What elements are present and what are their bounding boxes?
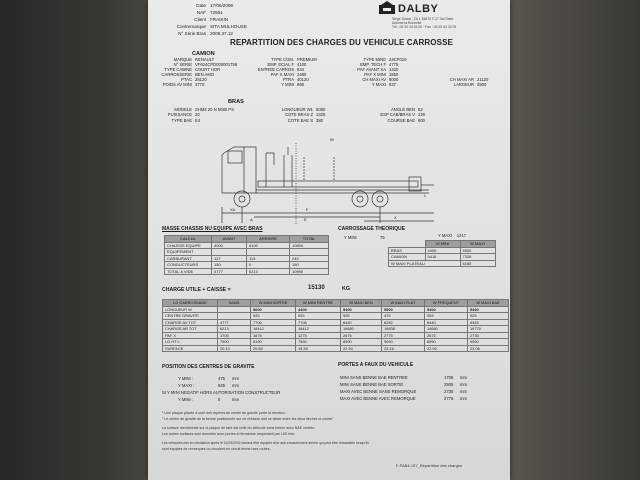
kv-label: ANGLE BEN [391, 107, 415, 112]
dim-a-label: A [250, 217, 253, 222]
cab-window [228, 151, 242, 163]
table-cell: 113 [247, 255, 290, 262]
kv-value: 1705 [444, 375, 454, 380]
note-line: Les autres surfaces sont données avec portes et fermeture respectant par 120 mm. [162, 432, 295, 436]
table-cell: EQUIPEMENT [165, 249, 212, 256]
table-cell: 240 [290, 255, 329, 262]
table-cell: 7706 [251, 319, 296, 326]
kv-value: 52 [418, 107, 423, 112]
meta-value: SITA MULHOUSE [210, 24, 247, 29]
table-cell: 9090 [382, 339, 425, 346]
table-cell: CHARGE AR TOT [163, 326, 218, 333]
kv-label: PTAC [181, 77, 192, 82]
masse-table [164, 235, 329, 275]
table-cell: CONDUCTEURS [165, 262, 212, 269]
kv-label: MINI SANS BENNE BAE SORTIE [340, 382, 404, 387]
kv-label: MARQUE [173, 57, 192, 62]
kv-row [148, 112, 268, 117]
table-cell: SURFACE [163, 345, 218, 352]
gravite-row [178, 382, 280, 389]
carrossage-table [388, 240, 496, 267]
table-cell: 1275 [296, 332, 341, 339]
table-cell: 925 [296, 313, 341, 320]
camion-col1 [148, 57, 248, 87]
kv-value: 226 [418, 112, 425, 117]
kv-label: Y MAXI [371, 82, 386, 87]
table-header-cell: W MINI [425, 241, 460, 248]
kv-label: TYPE BAE [171, 118, 192, 123]
gravite-row [178, 396, 280, 403]
kv-label: MAXI AVEC BENNE AVEC REMORQUE [340, 396, 416, 401]
table-header-cell: W FREQUENT [425, 300, 468, 307]
table-header-cell: LG CARROSSAGE [163, 300, 218, 307]
logo-name: DALBY [398, 3, 439, 15]
table-cell: 7590 [296, 339, 341, 346]
portes-row [340, 388, 467, 395]
kv-value: 8000 [389, 77, 399, 82]
kv-value: 2480 [297, 72, 307, 77]
table-header-cell: W MAXI BAE [468, 300, 509, 307]
logo-emblem-icon [378, 1, 398, 17]
table-cell: 6185 [460, 260, 495, 267]
kv-value: COURT HOR [195, 67, 221, 72]
kv-value: 4775 [389, 62, 399, 67]
table-row [389, 260, 496, 267]
portes-list [340, 374, 467, 402]
camion-col4 [430, 57, 510, 87]
kv-label: COTE BAE S [287, 118, 313, 123]
kv-label: PUISSANCE [167, 112, 192, 117]
kv-label: PAF X MINI [364, 72, 386, 77]
kv-value: 1850 [389, 72, 399, 77]
kv-label: TYPE CABINE [164, 67, 192, 72]
table-cell: 5460 [468, 306, 509, 313]
kv-value: RENAULT [195, 57, 215, 62]
meta-client [148, 17, 228, 22]
table-header-cell: SANS [218, 300, 251, 307]
table-cell: 2775 [382, 332, 425, 339]
table-cell: 4777 [212, 268, 247, 275]
dim-xa-label: XA [230, 207, 236, 212]
table-cell: 19838 [382, 326, 425, 333]
table-cell: 6440 [425, 319, 468, 326]
note-line: * Une plaque placée à coté des repères de centre de gravité porte la mention : [162, 411, 287, 415]
bras-col1 [148, 107, 268, 123]
table-cell: 23.06 [468, 345, 509, 352]
dim-x-label: X [394, 215, 397, 220]
gravite-row [178, 375, 280, 382]
kv-value: 26120 [195, 77, 207, 82]
kv-label: LONGUEUR W1 [281, 107, 313, 112]
table-cell: 20.10 [218, 345, 251, 352]
kv-value: 668 [297, 82, 304, 87]
kv-label: COURSE BAE [387, 118, 415, 123]
kv-value: 925 [218, 383, 225, 388]
kv-label: EMP. ECIAL F [267, 62, 294, 67]
table-cell: 6282 [382, 319, 425, 326]
kv-row [263, 112, 363, 117]
kv-value: 937 [389, 82, 396, 87]
bras-col3 [363, 107, 463, 123]
wheel-rear-1 [352, 191, 368, 207]
kv-row [363, 112, 463, 117]
kv-value: 3770 [195, 82, 205, 87]
meta-label: N° Série Bras [178, 31, 206, 36]
table-header-cell: W MAXI [460, 241, 495, 248]
kv-value: 380 [316, 118, 323, 123]
kv-value: 21120 [477, 77, 489, 82]
page-title: REPARTITION DES CHARGES DU VEHICULE CARROSSE [230, 38, 453, 47]
table-cell: 1875 [251, 332, 296, 339]
table-cell: 127 [212, 255, 247, 262]
truck-cab [222, 147, 256, 193]
table-row [163, 345, 509, 352]
table-cell: 5400 [341, 306, 382, 313]
gravite-title: POSITION DES CENTRES DE GRAVITE [162, 364, 255, 370]
portes-row [340, 381, 467, 388]
kv-label: MAXI AVEC BENNE SANS REMORQUE [340, 389, 417, 394]
kv-label: LARGEUR [453, 82, 474, 87]
hook-arm [266, 153, 274, 187]
kv-value: 475 [218, 376, 225, 381]
table-cell: 150 [212, 262, 247, 269]
dim-f-label: F [306, 207, 309, 212]
camion-heading: CAMION [192, 51, 215, 57]
table-cell: 8190 [251, 339, 296, 346]
kv-label: Y MAXI : [178, 383, 195, 388]
charge-utile-unit: KG [342, 286, 351, 292]
kv-label: Y MINI : [178, 376, 194, 381]
kv-value: 75 [380, 235, 385, 240]
kv-value: PREMIUM [297, 57, 317, 62]
meta-label: Date [196, 3, 206, 8]
carrossage-ymaxi [438, 233, 466, 238]
kv-row [148, 82, 248, 87]
table-cell: 10990 [290, 268, 329, 275]
note-line: La surface mentionnée sur la plaque de tare est celle du véhicule sans benne avec BAE rentrée. [162, 426, 316, 430]
kv-row [363, 118, 463, 123]
kv-label: Y MAXI [438, 233, 453, 238]
carrossage-title: CARROSSAGE THEORIQUE [338, 226, 405, 232]
table-cell: 19680 [425, 326, 468, 333]
note-line: " Le centre de gravité de la benne positionnée sur ce véhicule doit se situer entre les deux flèches ci-contre" [162, 417, 334, 421]
background-left [0, 0, 150, 480]
table-cell: PAF X [163, 332, 218, 339]
kv-value: 20 [195, 112, 200, 117]
table-header-cell: W MINI RENTRE [296, 300, 341, 307]
kv-unit: mm [460, 389, 467, 394]
kv-label: COTE BRAS Z [285, 112, 313, 117]
kv-label: Y MINI [344, 235, 357, 240]
table-cell: W MAXI PLATEAU [389, 260, 461, 267]
table-cell: 6440 [341, 319, 382, 326]
table-cell: CARBURANT [165, 255, 212, 262]
dim-l-label: L [424, 193, 427, 198]
table-cell: 5418 [425, 254, 460, 261]
table-cell: 925 [468, 313, 509, 320]
document-sheet [148, 0, 510, 480]
table-header-cell: W MAXI PLAT [382, 300, 425, 307]
table-cell: 1705 [218, 332, 251, 339]
kv-value: 2775 [444, 396, 454, 401]
logo-address [392, 17, 462, 29]
meta-value: 72551 [210, 10, 223, 15]
table-cell: TOTAL A VIDE [165, 268, 212, 275]
dim-w-label: W [330, 137, 334, 142]
kv-label: TYPE COM. [270, 57, 294, 62]
truck-diagram [214, 135, 454, 225]
kv-label: PTRA [282, 77, 294, 82]
table-cell: 7900 [218, 339, 251, 346]
table-cell: 6213 [218, 326, 251, 333]
table-cell: 4400 [425, 247, 460, 254]
kv-value: 5080 [316, 107, 326, 112]
meta-date [148, 3, 233, 8]
table-cell: CENTRE GRAVITE [163, 313, 218, 320]
charge-utile-value: 15130 [308, 285, 325, 291]
wheel-rear-2 [372, 191, 388, 207]
meta-label: NAF [196, 10, 206, 15]
table-row [165, 268, 329, 275]
meta-label: Contremarque [176, 24, 206, 29]
kv-unit: mm [232, 383, 239, 388]
carrossage-ymini [344, 235, 385, 240]
logo-address-line: Siège Social : ZA 1 84670 F-27 Val Saint Antoine la Rochelle [392, 17, 454, 25]
table-cell: 2675 [425, 332, 468, 339]
table-cell: 6213 [247, 268, 290, 275]
kv-label: PAF X MAXI [270, 72, 294, 77]
table-header-cell: CALCUL [165, 236, 212, 243]
meta-value: 2008.37.12 [210, 31, 233, 36]
gravite-row [162, 389, 280, 396]
table-cell: 23.16 [382, 345, 425, 352]
bras-col2 [263, 107, 363, 123]
kv-value: 1217 [456, 233, 467, 238]
kv-value: 800 [418, 118, 425, 123]
kv-value: 2735 [444, 389, 454, 394]
kv-label: ESP CAB/BRAS V [380, 112, 415, 117]
kv-label: POIDS AV MINI [162, 82, 192, 87]
kv-label: CH MAXI AR [449, 77, 474, 82]
table-cell: 6100 [247, 242, 290, 249]
footer-reference: F-FAB4-157_Répartition des charges [396, 463, 463, 468]
table-cell: 8990 [341, 339, 382, 346]
table-cell: 2675 [341, 332, 382, 339]
kv-value: 4100 [297, 62, 307, 67]
kv-row [248, 82, 338, 87]
table-cell: 20.85 [251, 345, 296, 352]
kv-value: SHM3 20 N 5080 PS [195, 107, 234, 112]
kv-value: 1325 [316, 112, 326, 117]
kv-label: CARROSSERIE [161, 72, 192, 77]
meta-contremarque [148, 24, 247, 29]
kv-value: 40120 [297, 77, 309, 82]
camion-col2 [248, 57, 338, 87]
note-line: Les véhicules mis en circulation après le 31/03/2002 doivent être équipés d'un anti-encastrement arrière qui peut être rétractable lorsqu'ils [162, 441, 369, 445]
kv-row [430, 82, 510, 87]
table-cell: 4000 [212, 242, 247, 249]
table-cell: 4777 [218, 319, 251, 326]
kv-value: 834 [297, 67, 304, 72]
kv-label: TYPE MINE [363, 57, 386, 62]
logo-phone: Tél : 06 20 44 33 00 · Fax : 03 20 44 33 09 [392, 25, 457, 29]
kv-unit: mm [460, 382, 467, 387]
table-cell: 9050 [468, 339, 509, 346]
kv-label: MODELE [174, 107, 192, 112]
kv-label: Y MINI : [178, 397, 194, 402]
table-cell: CHASSIS EQUIPE [165, 242, 212, 249]
table-header-cell: AVANT [212, 236, 247, 243]
background-right [500, 0, 640, 480]
meta-value: 17/06/2008 [210, 3, 233, 8]
table-cell: 10600 [290, 242, 329, 249]
table-cell: 22.90 [425, 345, 468, 352]
kv-unit: mm [460, 396, 467, 401]
kv-row [263, 118, 363, 123]
kv-value: E4 [195, 118, 201, 123]
table-cell: 7706 [296, 319, 341, 326]
meta-value: FRAIKIN [210, 17, 229, 22]
table-cell: 925 [425, 313, 468, 320]
kv-unit: mm [232, 376, 239, 381]
bras-heading: BRAS [228, 99, 244, 105]
table-cell: 19680 [341, 326, 382, 333]
table-cell: 8990 [425, 339, 468, 346]
dim-e-label: E [304, 217, 307, 222]
table-cell: 19775 [468, 326, 509, 333]
kv-value: 2500 [477, 82, 487, 87]
kv-unit: mm [460, 375, 467, 380]
table-cell: 5500 [460, 247, 495, 254]
table-cell: 925 [251, 313, 296, 320]
meta-serie-bras [148, 31, 233, 36]
table-header-cell: TOTAL [290, 236, 329, 243]
table-cell: 0 [247, 262, 290, 269]
table-header-cell: W MINI SORTIE [251, 300, 296, 307]
kv-row [338, 82, 428, 87]
main-charges-table [162, 299, 509, 352]
table-cell: LG HT L [163, 339, 218, 346]
table-cell: 2735 [468, 332, 509, 339]
kv-value: 1420 [389, 67, 399, 72]
table-cell: 18412 [296, 326, 341, 333]
masse-title: MASSE CHASSIS NU EQUIPE AVEC BRAS [162, 226, 263, 232]
kv-label: EMP. TECH F [360, 62, 386, 67]
table-cell: 150 [290, 262, 329, 269]
note-line: sont équipés de remorques ou circulent en circuit fermé hors routes. [162, 447, 271, 451]
wheel-front [234, 191, 250, 207]
table-cell: CHARGE AV TOT [163, 319, 218, 326]
kv-label: SI Y MINI NEGATIF HORS AUTORISATION CONSTRUCTEUR [162, 390, 281, 395]
table-cell: 18412 [251, 326, 296, 333]
kv-label: ENTREE CARROS [257, 67, 294, 72]
table-cell: 5500 [382, 306, 425, 313]
gravite-list [162, 375, 281, 403]
portes-title: PORTES A FAUX DU VEHICULE [338, 362, 414, 368]
kv-row [148, 118, 268, 123]
table-cell: 4400 [296, 306, 341, 313]
table-cell: 5400 [425, 306, 468, 313]
kv-value: 24CP010 [389, 57, 407, 62]
table-cell: 5600 [251, 306, 296, 313]
portes-row [340, 395, 467, 402]
table-header-cell: ARRIERE [247, 236, 290, 243]
kv-label: N° SERIE [173, 62, 192, 67]
camion-col3 [338, 57, 428, 87]
kv-label: PAF AVANT XA [357, 67, 386, 72]
kv-label: Y MINI [281, 82, 294, 87]
kv-value: 0 [218, 397, 221, 402]
kv-label: CH MAXI AV [362, 77, 386, 82]
kv-unit: mm [232, 397, 239, 402]
table-cell: BRAS [389, 247, 426, 254]
charge-utile-label: CHARGE UTILE + CAISSE = [162, 287, 231, 293]
table-cell: 475 [382, 313, 425, 320]
table-header-cell: W MAXI BEN [341, 300, 382, 307]
table-cell: 22.90 [341, 345, 382, 352]
portes-row [340, 374, 467, 381]
table-cell: 19.35 [296, 345, 341, 352]
kv-label: MINI SANS BENNE BAE RENTREE [340, 375, 408, 380]
meta-label: Client [194, 17, 206, 22]
kv-value: BEN AMO [195, 72, 215, 77]
table-cell: 7326 [460, 254, 495, 261]
kv-value: VF624CPD000001756 [195, 62, 238, 67]
table-cell: CAMION [389, 254, 426, 261]
table-cell: 6345 [468, 319, 509, 326]
table-cell: LONGUEUR W [163, 306, 218, 313]
kv-value: 2505 [444, 382, 454, 387]
meta-naf [148, 10, 223, 15]
table-cell: 925 [341, 313, 382, 320]
